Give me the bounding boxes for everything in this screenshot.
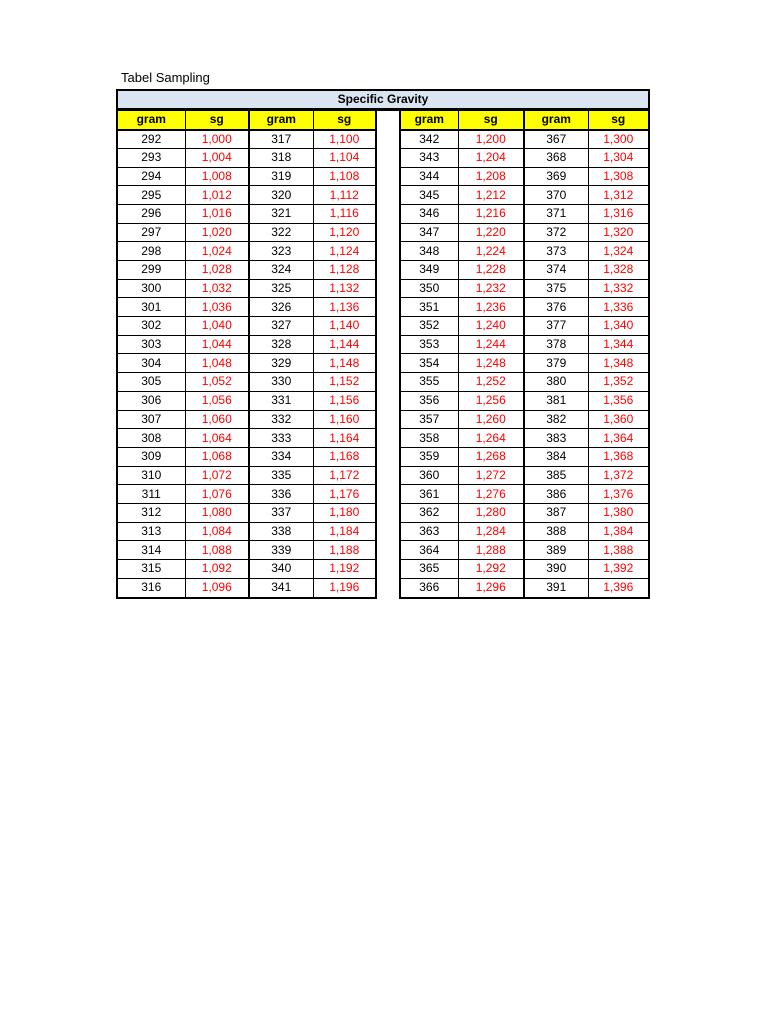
gram-cell: 357 <box>401 410 458 429</box>
sg-cell: 1,184 <box>313 522 375 541</box>
gram-cell: 331 <box>249 391 313 410</box>
sg-cell: 1,356 <box>588 391 648 410</box>
sg-cell: 1,064 <box>185 429 249 448</box>
table-row <box>118 335 375 354</box>
sg-cell: 1,016 <box>185 204 249 223</box>
gram-cell: 351 <box>401 298 458 317</box>
sg-cell: 1,328 <box>588 261 648 280</box>
sg-cell: 1,244 <box>458 335 524 354</box>
gram-cell: 318 <box>249 148 313 167</box>
gram-cell: 390 <box>524 560 588 579</box>
gram-cell: 365 <box>401 560 458 579</box>
table-row <box>401 279 648 298</box>
sg-cell: 1,124 <box>313 242 375 261</box>
column-header-gram: gram <box>524 111 588 130</box>
table-row <box>118 223 375 242</box>
sg-cell: 1,088 <box>185 541 249 560</box>
sg-cell: 1,280 <box>458 503 524 522</box>
table-row <box>401 373 648 392</box>
gram-cell: 327 <box>249 317 313 336</box>
sg-cell: 1,044 <box>185 335 249 354</box>
sg-cell: 1,008 <box>185 167 249 186</box>
gram-cell: 333 <box>249 429 313 448</box>
table-row <box>401 503 648 522</box>
gram-cell: 378 <box>524 335 588 354</box>
gram-cell: 369 <box>524 167 588 186</box>
sg-cell: 1,012 <box>185 186 249 205</box>
table-row <box>401 466 648 485</box>
table-row <box>118 485 375 504</box>
gram-cell: 319 <box>249 167 313 186</box>
sg-cell: 1,076 <box>185 485 249 504</box>
table-row <box>118 204 375 223</box>
sg-cell: 1,096 <box>185 578 249 597</box>
sg-cell: 1,104 <box>313 148 375 167</box>
sg-cell: 1,252 <box>458 373 524 392</box>
table-row <box>118 354 375 373</box>
table-row <box>401 335 648 354</box>
gram-cell: 299 <box>118 261 185 280</box>
sg-cell: 1,388 <box>588 541 648 560</box>
table-row <box>401 130 648 149</box>
sg-cell: 1,024 <box>185 242 249 261</box>
sg-cell: 1,032 <box>185 279 249 298</box>
sg-cell: 1,140 <box>313 317 375 336</box>
sg-cell: 1,372 <box>588 466 648 485</box>
gram-cell: 292 <box>118 130 185 149</box>
sg-cell: 1,028 <box>185 261 249 280</box>
gram-cell: 330 <box>249 373 313 392</box>
gram-cell: 367 <box>524 130 588 149</box>
sg-cell: 1,136 <box>313 298 375 317</box>
sg-cell: 1,396 <box>603 580 634 595</box>
gram-cell: 383 <box>524 429 588 448</box>
sg-cell: 1,112 <box>313 186 375 205</box>
table-row <box>401 223 648 242</box>
table-row <box>118 560 375 579</box>
table-row <box>118 130 375 149</box>
gram-cell: 312 <box>118 503 185 522</box>
table-row <box>118 242 375 261</box>
gram-cell: 329 <box>249 354 313 373</box>
table-row <box>401 485 648 504</box>
table-row <box>118 466 375 485</box>
gram-cell: 315 <box>118 560 185 579</box>
sg-cell: 1,216 <box>458 204 524 223</box>
sg-cell: 1,272 <box>458 466 524 485</box>
sg-cell: 1,284 <box>458 522 524 541</box>
sg-cell: 1,384 <box>588 522 648 541</box>
gram-cell: 338 <box>249 522 313 541</box>
gram-cell: 325 <box>249 279 313 298</box>
gram-cell: 380 <box>524 373 588 392</box>
sg-cell: 1,060 <box>185 410 249 429</box>
sg-cell: 1,232 <box>458 279 524 298</box>
sg-cell: 1,316 <box>588 204 648 223</box>
column-header-gram: gram <box>401 111 458 130</box>
sg-cell: 1,264 <box>458 429 524 448</box>
gram-cell: 342 <box>401 130 458 149</box>
gram-cell: 372 <box>524 223 588 242</box>
gram-cell: 305 <box>118 373 185 392</box>
gram-cell: 340 <box>249 560 313 579</box>
sg-cell: 1,392 <box>588 560 648 579</box>
gram-cell: 323 <box>249 242 313 261</box>
gram-cell: 368 <box>524 148 588 167</box>
document-caption: Tabel Sampling <box>121 70 210 85</box>
table-row <box>118 279 375 298</box>
table-row <box>118 522 375 541</box>
gram-cell: 389 <box>524 541 588 560</box>
sg-cell: 1,228 <box>458 261 524 280</box>
table-title: Specific Gravity <box>116 89 650 110</box>
gram-cell: 359 <box>401 447 458 466</box>
sg-cell: 1,324 <box>588 242 648 261</box>
sg-cell: 1,360 <box>588 410 648 429</box>
gram-cell: 294 <box>118 167 185 186</box>
header-row <box>118 111 375 130</box>
sg-cell: 1,048 <box>185 354 249 373</box>
sg-cell: 1,156 <box>313 391 375 410</box>
gram-cell: 382 <box>524 410 588 429</box>
sg-cell: 1,120 <box>313 223 375 242</box>
gram-cell: 336 <box>249 485 313 504</box>
gram-cell: 344 <box>401 167 458 186</box>
gram-cell: 353 <box>401 335 458 354</box>
sg-cell: 1,128 <box>313 261 375 280</box>
sg-cell: 1,172 <box>313 466 375 485</box>
gram-cell: 296 <box>118 204 185 223</box>
sg-cell: 1,108 <box>313 167 375 186</box>
gram-cell: 358 <box>401 429 458 448</box>
sg-cell: 1,344 <box>588 335 648 354</box>
sg-cell: 1,352 <box>588 373 648 392</box>
column-header-gram: gram <box>249 111 313 130</box>
gram-cell: 337 <box>249 503 313 522</box>
gram-cell: 341 <box>249 578 313 597</box>
table-block-right <box>399 109 650 599</box>
gram-cell: 363 <box>401 522 458 541</box>
sg-cell: 1,300 <box>588 130 648 149</box>
table-row <box>118 410 375 429</box>
gram-cell: 347 <box>401 223 458 242</box>
gram-cell: 332 <box>249 410 313 429</box>
gram-cell: 328 <box>249 335 313 354</box>
table-row <box>118 391 375 410</box>
table-row <box>118 317 375 336</box>
table-left <box>118 111 375 597</box>
gram-cell: 320 <box>249 186 313 205</box>
sg-cell: 1,200 <box>458 130 524 149</box>
sg-cell: 1,224 <box>458 242 524 261</box>
gram-cell: 379 <box>524 354 588 373</box>
sg-cell: 1,308 <box>588 167 648 186</box>
table-row <box>401 391 648 410</box>
gram-cell: 313 <box>118 522 185 541</box>
sg-cell: 1,116 <box>313 204 375 223</box>
sg-cell: 1,036 <box>185 298 249 317</box>
gram-cell: 301 <box>118 298 185 317</box>
sg-cell: 1,376 <box>588 485 648 504</box>
gram-cell: 322 <box>249 223 313 242</box>
table-row <box>118 148 375 167</box>
table-row <box>118 429 375 448</box>
sg-cell: 1,132 <box>313 279 375 298</box>
sg-cell: 1,336 <box>588 298 648 317</box>
table-right <box>401 111 648 597</box>
sg-cell: 1,148 <box>313 354 375 373</box>
gram-cell: 387 <box>524 503 588 522</box>
sg-cell: 1,364 <box>588 429 648 448</box>
gram-cell: 324 <box>249 261 313 280</box>
column-header-sg: sg <box>185 111 249 130</box>
gram-cell: 375 <box>524 279 588 298</box>
sg-cell: 1,100 <box>313 130 375 149</box>
gram-cell: 335 <box>249 466 313 485</box>
column-header-sg: sg <box>588 111 648 130</box>
sg-cell: 1,180 <box>313 503 375 522</box>
sg-cell: 1,020 <box>185 223 249 242</box>
sg-cell: 1,248 <box>458 354 524 373</box>
column-header-sg: sg <box>458 111 524 130</box>
sg-cell: 1,092 <box>185 560 249 579</box>
specific-gravity-table <box>116 89 650 599</box>
sg-cell: 1,276 <box>458 485 524 504</box>
table-row <box>118 541 375 560</box>
gram-cell: 298 <box>118 242 185 261</box>
sg-cell: 1,296 <box>458 578 524 597</box>
gram-cell: 386 <box>524 485 588 504</box>
sg-cell: 1,176 <box>313 485 375 504</box>
table-row <box>118 186 375 205</box>
gram-cell: 309 <box>118 447 185 466</box>
gram-cell: 364 <box>401 541 458 560</box>
gram-cell: 297 <box>118 223 185 242</box>
gram-cell: 352 <box>401 317 458 336</box>
sg-cell: 1,164 <box>313 429 375 448</box>
gram-cell: 391 <box>524 578 588 597</box>
table-row <box>401 522 648 541</box>
table-row <box>118 298 375 317</box>
gram-cell: 310 <box>118 466 185 485</box>
table-row <box>401 298 648 317</box>
gram-cell: 350 <box>401 279 458 298</box>
gram-cell: 295 <box>118 186 185 205</box>
table-row <box>401 429 648 448</box>
table-row <box>401 204 648 223</box>
sg-cell: 1,208 <box>458 167 524 186</box>
gram-cell: 366 <box>401 578 458 597</box>
gram-cell: 321 <box>249 204 313 223</box>
table-row <box>401 148 648 167</box>
sg-cell: 1,160 <box>313 410 375 429</box>
sg-cell: 1,080 <box>185 503 249 522</box>
gram-cell: 355 <box>401 373 458 392</box>
sg-cell: 1,072 <box>185 466 249 485</box>
gram-cell: 293 <box>118 148 185 167</box>
sg-cell: 1,196 <box>329 580 360 595</box>
gram-cell: 360 <box>401 466 458 485</box>
gram-cell: 302 <box>118 317 185 336</box>
gram-cell: 300 <box>118 279 185 298</box>
table-spacer-column <box>377 109 399 599</box>
table-block-left <box>116 109 377 599</box>
sg-cell: 1,268 <box>458 447 524 466</box>
table-row <box>118 261 375 280</box>
table-row <box>401 541 648 560</box>
table-row <box>401 261 648 280</box>
gram-cell: 346 <box>401 204 458 223</box>
sg-cell: 1,052 <box>185 373 249 392</box>
gram-cell: 371 <box>524 204 588 223</box>
sg-cell: 1,220 <box>458 223 524 242</box>
table-row <box>118 503 375 522</box>
gram-cell: 385 <box>524 466 588 485</box>
gram-cell: 311 <box>118 485 185 504</box>
sg-cell: 1,292 <box>458 560 524 579</box>
gram-cell: 317 <box>249 130 313 149</box>
gram-cell: 374 <box>524 261 588 280</box>
table-row <box>118 578 375 597</box>
sg-cell: 1,312 <box>588 186 648 205</box>
sg-cell: 1,320 <box>588 223 648 242</box>
sg-cell: 1,288 <box>458 541 524 560</box>
table-row <box>401 242 648 261</box>
sg-cell: 1,188 <box>313 541 375 560</box>
table-row <box>401 560 648 579</box>
sg-cell: 1,084 <box>185 522 249 541</box>
sg-cell: 1,000 <box>185 130 249 149</box>
table-row <box>118 167 375 186</box>
table-row <box>401 167 648 186</box>
gram-cell: 376 <box>524 298 588 317</box>
gram-cell: 307 <box>118 410 185 429</box>
sg-cell: 1,380 <box>588 503 648 522</box>
table-row <box>401 578 648 597</box>
gram-cell: 316 <box>118 578 185 597</box>
sg-cell: 1,144 <box>313 335 375 354</box>
gram-cell: 334 <box>249 447 313 466</box>
gram-cell: 356 <box>401 391 458 410</box>
table-row <box>401 186 648 205</box>
gram-cell: 304 <box>118 354 185 373</box>
sg-cell: 1,260 <box>458 410 524 429</box>
table-row <box>401 317 648 336</box>
table-row <box>401 354 648 373</box>
gram-cell: 370 <box>524 186 588 205</box>
gram-cell: 339 <box>249 541 313 560</box>
sg-cell: 1,212 <box>458 186 524 205</box>
sg-cell: 1,152 <box>313 373 375 392</box>
sg-cell: 1,304 <box>588 148 648 167</box>
header-row <box>401 111 648 130</box>
gram-cell: 384 <box>524 447 588 466</box>
gram-cell: 303 <box>118 335 185 354</box>
gram-cell: 343 <box>401 148 458 167</box>
gram-cell: 326 <box>249 298 313 317</box>
gram-cell: 373 <box>524 242 588 261</box>
gram-cell: 349 <box>401 261 458 280</box>
table-row <box>401 447 648 466</box>
sg-cell: 1,168 <box>313 447 375 466</box>
sg-cell: 1,004 <box>185 148 249 167</box>
sg-cell: 1,240 <box>458 317 524 336</box>
table-row <box>401 410 648 429</box>
gram-cell: 361 <box>401 485 458 504</box>
gram-cell: 362 <box>401 503 458 522</box>
table-row <box>118 447 375 466</box>
gram-cell: 345 <box>401 186 458 205</box>
sg-cell: 1,332 <box>588 279 648 298</box>
sg-cell: 1,368 <box>588 447 648 466</box>
gram-cell: 381 <box>524 391 588 410</box>
gram-cell: 354 <box>401 354 458 373</box>
sg-cell: 1,236 <box>458 298 524 317</box>
sg-cell: 1,040 <box>185 317 249 336</box>
sg-cell: 1,192 <box>313 560 375 579</box>
sg-cell: 1,204 <box>458 148 524 167</box>
gram-cell: 377 <box>524 317 588 336</box>
sg-cell: 1,348 <box>588 354 648 373</box>
gram-cell: 308 <box>118 429 185 448</box>
gram-cell: 348 <box>401 242 458 261</box>
sg-cell: 1,256 <box>458 391 524 410</box>
sg-cell: 1,068 <box>185 447 249 466</box>
gram-cell: 388 <box>524 522 588 541</box>
column-header-gram: gram <box>118 111 185 130</box>
gram-cell: 306 <box>118 391 185 410</box>
sg-cell: 1,056 <box>185 391 249 410</box>
sg-cell: 1,340 <box>588 317 648 336</box>
gram-cell: 314 <box>118 541 185 560</box>
table-row <box>118 373 375 392</box>
column-header-sg: sg <box>313 111 375 130</box>
